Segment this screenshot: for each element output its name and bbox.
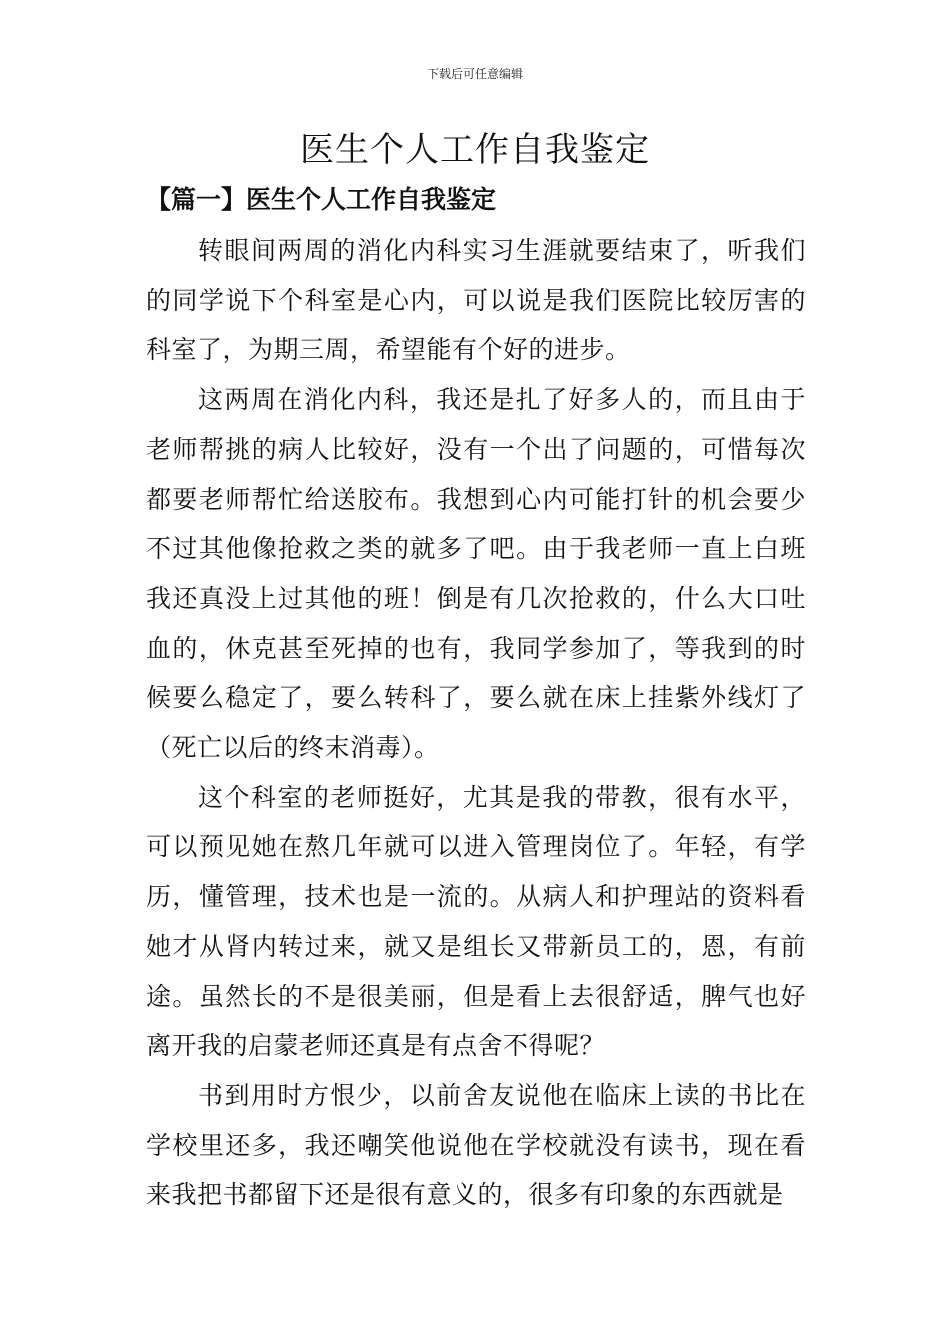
header-note: 下载后可任意编辑 — [426, 67, 523, 81]
paragraph-1: 转眼间两周的消化内科实习生涯就要结束了，听我们的同学说下个科室是心内，可以说是我们医院比较厉害的科室了，为期三周，希望能有个好的进步。 — [146, 236, 806, 365]
document-body — [146, 226, 806, 1220]
paragraph-4: 书到用时方恨少，以前舍友说他在临床上读的书比在学校里还多，我还嘲笑他说他在学校就没有读书，现在看来我把书都留下还是很有意义的，很多有印象的东西就是 — [146, 1080, 806, 1210]
document-title: 医生个人工作自我鉴定 — [300, 130, 650, 170]
paragraph-2: 这两周在消化内科，我还是扎了好多人的，而且由于老师帮挑的病人比较好，没有一个出了问题的，可惜每次都要老师帮忙给送胶布。我想到心内可能打针的机会要少不过其他像抢救之类的就多了吧。由于我老师一直上白班我还真没上过其他的班！倒是有几次抢救的，什么大口吐血的，休克甚至死掉的也有，我同学参加了，等我到的时候要么稳定了，要么转科了，要么就在床上挂紫外线灯了（死亡以后的终末消毒）。 — [146, 385, 806, 763]
paragraph-3: 这个科室的老师挺好，尤其是我的带教，很有水平，可以预见她在熬几年就可以进入管理岗位了。年轻，有学历，懂管理，技术也是一流的。从病人和护理站的资料看她才从肾内转过来，就又是组长又带新员工的，恩，有前途。虽然长的不是很美丽，但是看上去很舒适，脾气也好离开我的启蒙老师还真是有点舍不得呢？ — [146, 782, 806, 1061]
section-heading: 【篇一】医生个人工作自我鉴定 — [146, 185, 497, 214]
